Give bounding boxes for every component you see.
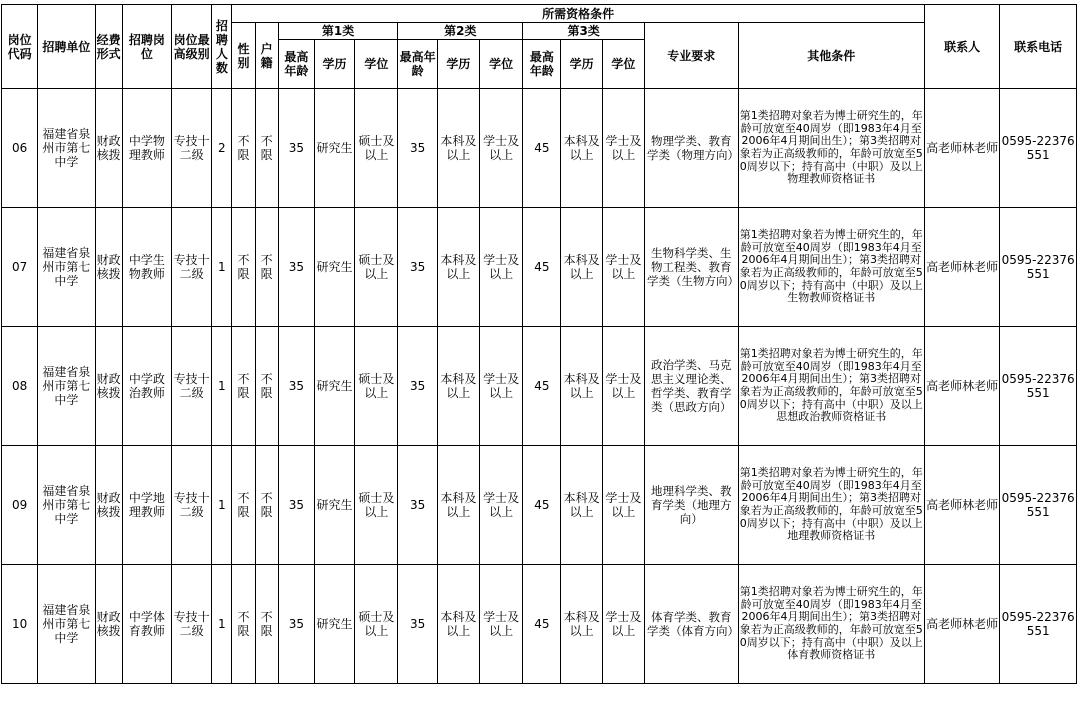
cell-other: 第1类招聘对象若为博士研究生的，年龄可放宽至40周岁（即1983年4月至2006年4月期间出生）；第3类招聘对象若为正高级教师的，年龄可放宽至50周岁以下；持有高中（中职）及以上物理教师资格证书 xyxy=(738,89,924,208)
header-funding: 经费形式 xyxy=(95,5,122,89)
cell-c3-age: 45 xyxy=(523,446,561,565)
cell-c3-edu: 本科及以上 xyxy=(561,208,602,327)
cell-household: 不限 xyxy=(255,565,278,684)
header-class1-deg: 学位 xyxy=(355,40,398,89)
cell-post: 中学体育教师 xyxy=(122,565,171,684)
cell-phone: 0595-22376551 xyxy=(1000,89,1077,208)
cell-c2-deg: 学士及以上 xyxy=(479,89,522,208)
cell-phone: 0595-22376551 xyxy=(1000,208,1077,327)
cell-post: 中学政治教师 xyxy=(122,327,171,446)
cell-c2-age: 35 xyxy=(398,327,437,446)
cell-c2-age: 35 xyxy=(398,89,437,208)
cell-c3-age: 45 xyxy=(523,89,561,208)
cell-contact: 高老师林老师 xyxy=(924,565,999,684)
cell-post: 中学物理教师 xyxy=(122,89,171,208)
header-household: 户籍 xyxy=(255,23,278,89)
header-class1: 第1类 xyxy=(278,23,398,40)
cell-level: 专技十二级 xyxy=(172,327,212,446)
header-class2-deg: 学位 xyxy=(479,40,522,89)
cell-major: 物理学类、教育学类（物理方向） xyxy=(645,89,739,208)
cell-c3-deg: 学士及以上 xyxy=(602,327,644,446)
cell-level: 专技十二级 xyxy=(172,208,212,327)
cell-phone: 0595-22376551 xyxy=(1000,327,1077,446)
cell-post: 中学地理教师 xyxy=(122,446,171,565)
cell-code: 10 xyxy=(2,565,38,684)
cell-c2-edu: 本科及以上 xyxy=(437,327,479,446)
cell-major: 生物科学类、生物工程类、教育学类（生物方向） xyxy=(645,208,739,327)
cell-c3-age: 45 xyxy=(523,327,561,446)
cell-unit: 福建省泉州市第七中学 xyxy=(38,565,95,684)
cell-household: 不限 xyxy=(255,89,278,208)
cell-c1-edu: 研究生 xyxy=(314,89,354,208)
header-qualifications: 所需资格条件 xyxy=(232,5,924,23)
cell-c2-edu: 本科及以上 xyxy=(437,89,479,208)
cell-c2-deg: 学士及以上 xyxy=(479,565,522,684)
cell-contact: 高老师林老师 xyxy=(924,208,999,327)
cell-c1-age: 35 xyxy=(278,565,314,684)
cell-c1-age: 35 xyxy=(278,89,314,208)
cell-c3-deg: 学士及以上 xyxy=(602,208,644,327)
cell-c1-edu: 研究生 xyxy=(314,208,354,327)
cell-c1-deg: 硕士及以上 xyxy=(355,208,398,327)
cell-other: 第1类招聘对象若为博士研究生的，年龄可放宽至40周岁（即1983年4月至2006年4月期间出生）；第3类招聘对象若为正高级教师的，年龄可放宽至50周岁以下；持有高中（中职）及以上地理教师资格证书 xyxy=(738,446,924,565)
header-class2: 第2类 xyxy=(398,23,523,40)
cell-level: 专技十二级 xyxy=(172,446,212,565)
cell-unit: 福建省泉州市第七中学 xyxy=(38,208,95,327)
cell-funding: 财政核拨 xyxy=(95,89,122,208)
cell-c2-edu: 本科及以上 xyxy=(437,446,479,565)
cell-unit: 福建省泉州市第七中学 xyxy=(38,327,95,446)
cell-major: 地理科学类、教育学类（地理方向） xyxy=(645,446,739,565)
cell-c2-age: 35 xyxy=(398,446,437,565)
cell-code: 07 xyxy=(2,208,38,327)
cell-gender: 不限 xyxy=(232,327,255,446)
cell-funding: 财政核拨 xyxy=(95,208,122,327)
cell-c3-edu: 本科及以上 xyxy=(561,446,602,565)
header-class3-deg: 学位 xyxy=(602,40,644,89)
header-class3: 第3类 xyxy=(523,23,645,40)
header-class2-age: 最高年龄 xyxy=(398,40,437,89)
cell-c1-age: 35 xyxy=(278,446,314,565)
cell-c3-edu: 本科及以上 xyxy=(561,327,602,446)
cell-code: 09 xyxy=(2,446,38,565)
cell-post: 中学生物教师 xyxy=(122,208,171,327)
cell-gender: 不限 xyxy=(232,446,255,565)
cell-phone: 0595-22376551 xyxy=(1000,446,1077,565)
header-post: 招聘岗位 xyxy=(122,5,171,89)
cell-code: 08 xyxy=(2,327,38,446)
cell-c2-deg: 学士及以上 xyxy=(479,446,522,565)
cell-c1-deg: 硕士及以上 xyxy=(355,446,398,565)
cell-c1-edu: 研究生 xyxy=(314,565,354,684)
cell-household: 不限 xyxy=(255,208,278,327)
table-row xyxy=(2,208,1077,327)
cell-phone: 0595-22376551 xyxy=(1000,565,1077,684)
cell-c2-deg: 学士及以上 xyxy=(479,208,522,327)
cell-count: 1 xyxy=(212,327,232,446)
header-class3-age: 最高年龄 xyxy=(523,40,561,89)
cell-level: 专技十二级 xyxy=(172,565,212,684)
cell-code: 06 xyxy=(2,89,38,208)
cell-household: 不限 xyxy=(255,327,278,446)
cell-c2-edu: 本科及以上 xyxy=(437,565,479,684)
cell-c3-edu: 本科及以上 xyxy=(561,89,602,208)
cell-funding: 财政核拨 xyxy=(95,565,122,684)
cell-c1-deg: 硕士及以上 xyxy=(355,89,398,208)
table-row xyxy=(2,89,1077,208)
cell-count: 2 xyxy=(212,89,232,208)
cell-contact: 高老师林老师 xyxy=(924,446,999,565)
cell-other: 第1类招聘对象若为博士研究生的，年龄可放宽至40周岁（即1983年4月至2006年4月期间出生）；第3类招聘对象若为正高级教师的，年龄可放宽至50周岁以下；持有高中（中职）及以上生物教师资格证书 xyxy=(738,208,924,327)
cell-c1-deg: 硕士及以上 xyxy=(355,327,398,446)
cell-funding: 财政核拨 xyxy=(95,446,122,565)
cell-c2-age: 35 xyxy=(398,208,437,327)
recruitment-table-wrapper xyxy=(1,4,1077,684)
header-major: 专业要求 xyxy=(645,23,739,89)
cell-c3-age: 45 xyxy=(523,565,561,684)
cell-c2-age: 35 xyxy=(398,565,437,684)
header-phone: 联系电话 xyxy=(1000,5,1077,89)
cell-count: 1 xyxy=(212,208,232,327)
cell-c1-edu: 研究生 xyxy=(314,446,354,565)
cell-c1-age: 35 xyxy=(278,327,314,446)
header-level: 岗位最高级别 xyxy=(172,5,212,89)
cell-c3-edu: 本科及以上 xyxy=(561,565,602,684)
header-gender: 性别 xyxy=(232,23,255,89)
cell-c1-edu: 研究生 xyxy=(314,327,354,446)
cell-c2-edu: 本科及以上 xyxy=(437,208,479,327)
cell-c3-deg: 学士及以上 xyxy=(602,565,644,684)
header-class3-edu: 学历 xyxy=(561,40,602,89)
header-other: 其他条件 xyxy=(738,23,924,89)
cell-gender: 不限 xyxy=(232,565,255,684)
cell-other: 第1类招聘对象若为博士研究生的，年龄可放宽至40周岁（即1983年4月至2006年4月期间出生）；第3类招聘对象若为正高级教师的，年龄可放宽至50周岁以下；持有高中（中职）及以上思想政治教师资格证书 xyxy=(738,327,924,446)
table-row xyxy=(2,565,1077,684)
header-class1-age: 最高年龄 xyxy=(278,40,314,89)
header-contact: 联系人 xyxy=(924,5,999,89)
cell-contact: 高老师林老师 xyxy=(924,89,999,208)
cell-level: 专技十二级 xyxy=(172,89,212,208)
header-count: 招聘人数 xyxy=(212,5,232,89)
cell-c1-age: 35 xyxy=(278,208,314,327)
cell-c3-deg: 学士及以上 xyxy=(602,446,644,565)
header-unit: 招聘单位 xyxy=(38,5,95,89)
header-class1-edu: 学历 xyxy=(314,40,354,89)
cell-gender: 不限 xyxy=(232,208,255,327)
table-row xyxy=(2,327,1077,446)
cell-household: 不限 xyxy=(255,446,278,565)
header-post-code: 岗位代码 xyxy=(2,5,38,89)
cell-count: 1 xyxy=(212,446,232,565)
cell-major: 政治学类、马克思主义理论类、哲学类、教育学类（思政方向） xyxy=(645,327,739,446)
cell-gender: 不限 xyxy=(232,89,255,208)
cell-c3-age: 45 xyxy=(523,208,561,327)
table-row xyxy=(2,446,1077,565)
cell-unit: 福建省泉州市第七中学 xyxy=(38,89,95,208)
cell-c2-deg: 学士及以上 xyxy=(479,327,522,446)
header-class2-edu: 学历 xyxy=(437,40,479,89)
cell-c3-deg: 学士及以上 xyxy=(602,89,644,208)
cell-major: 体育学类、教育学类（体育方向） xyxy=(645,565,739,684)
cell-contact: 高老师林老师 xyxy=(924,327,999,446)
cell-funding: 财政核拨 xyxy=(95,327,122,446)
cell-c1-deg: 硕士及以上 xyxy=(355,565,398,684)
cell-unit: 福建省泉州市第七中学 xyxy=(38,446,95,565)
cell-count: 1 xyxy=(212,565,232,684)
recruitment-table xyxy=(1,4,1077,684)
cell-other: 第1类招聘对象若为博士研究生的，年龄可放宽至40周岁（即1983年4月至2006年4月期间出生）；第3类招聘对象若为正高级教师的，年龄可放宽至50周岁以下；持有高中（中职）及以上体育教师资格证书 xyxy=(738,565,924,684)
